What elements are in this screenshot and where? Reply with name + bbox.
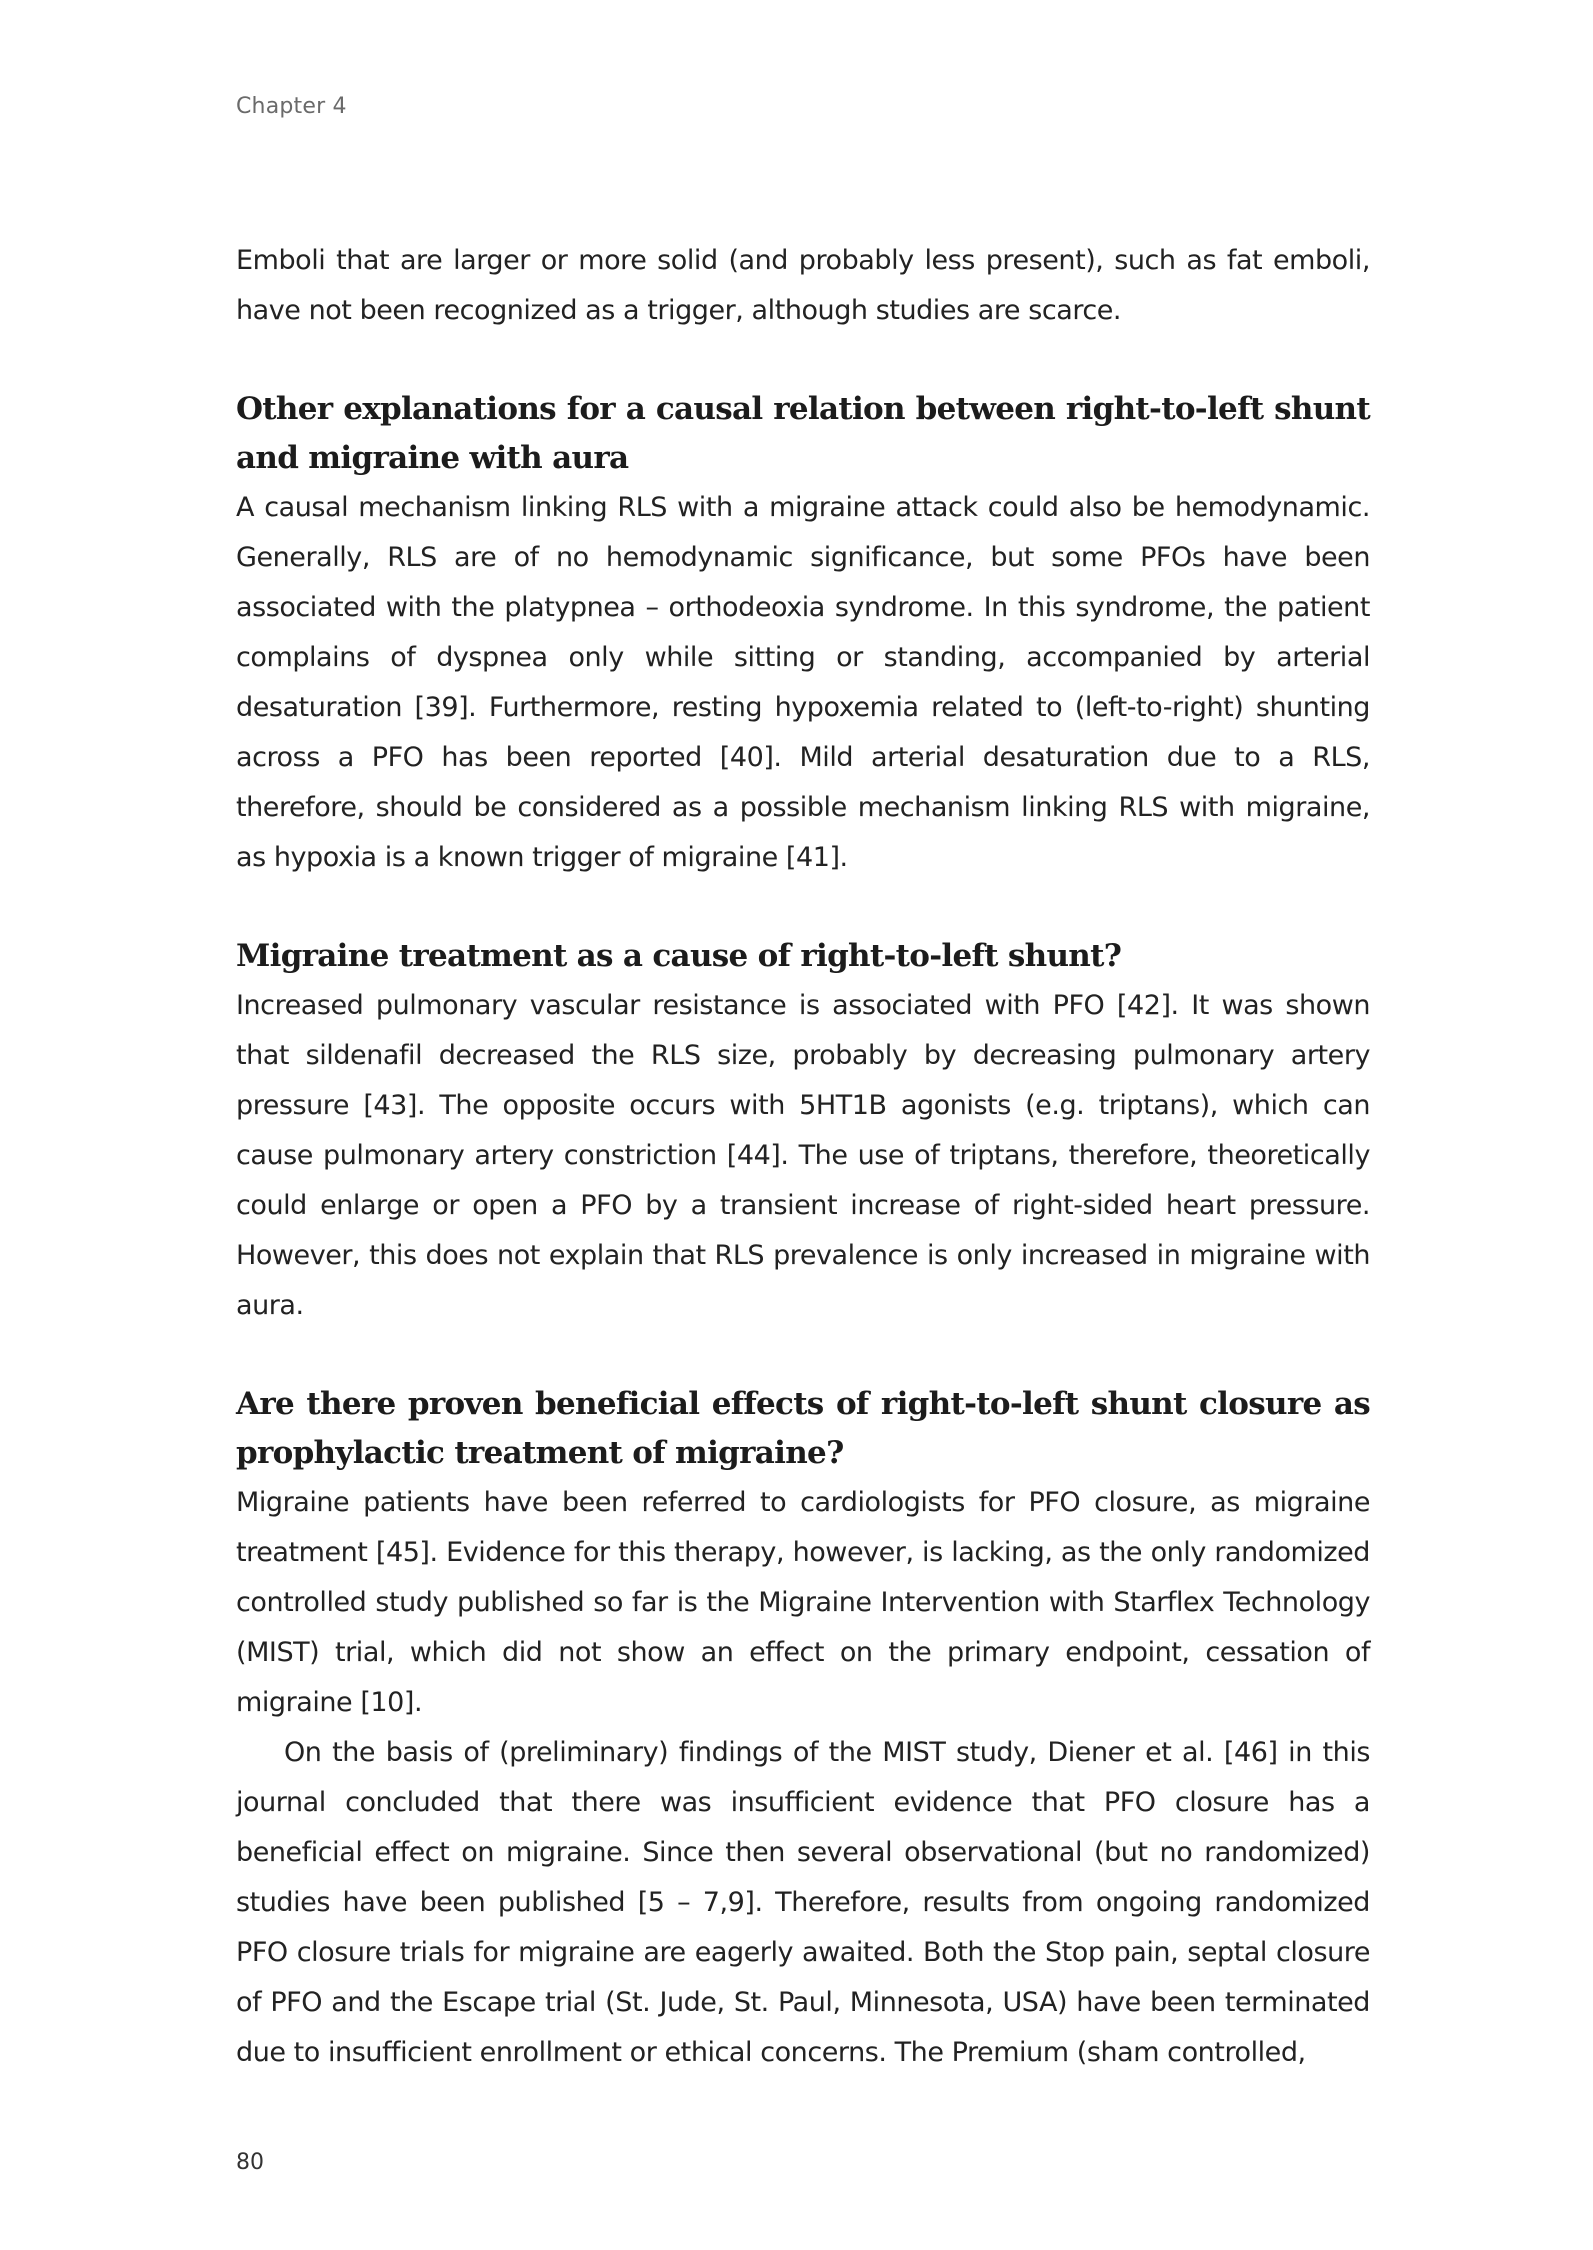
page-number: 80 <box>236 2150 264 2175</box>
section-paragraph-cardiology-referral: Migraine patients have been referred to cardiologists for PFO closure, as migraine treatment [45]. Evidence for this therapy, however, is lacking, as the only randomized controlled study published so far is the Migraine Intervention with Starflex Technology (MIST) trial, which did not show an effect on the primary endpoint, cessation of migraine [10]. <box>236 1487 1370 1718</box>
page-body <box>236 236 1370 2078</box>
section-paragraph-hemodynamic: A causal mechanism linking RLS with a migraine attack could also be hemodynamic. Generally, RLS are of no hemodynamic significance, but some PFOs have been associated with the platypnea – orthodeoxia syndrome. In this syndrome, the patient complains of dyspnea only while sitting or standing, accompanied by arterial desaturation [39]. Furthermore, resting hypoxemia related to (left-to-right) shunting across a PFO has been reported [40]. Mild arterial desaturation due to a RLS, therefore, should be considered as a possible mechanism linking RLS with migraine, as hypoxia is a known trigger of migraine [41]. <box>236 492 1370 873</box>
section-gap <box>236 883 1370 932</box>
intro-paragraph: Emboli that are larger or more solid (and probably less present), such as fat emboli, have not been recognized as a trigger, although studies are scarce. <box>236 245 1370 326</box>
section-gap <box>236 1331 1370 1380</box>
section-gap <box>236 336 1370 385</box>
section-heading-causal-relation: Other explanations for a causal relation between right-to-left shunt and migraine with aura <box>236 391 1370 476</box>
section-heading-shunt-closure: Are there proven beneficial effects of right-to-left shunt closure as prophylactic treatment of migraine? <box>236 1386 1370 1471</box>
section-heading-migraine-treatment: Migraine treatment as a cause of right-to-left shunt? <box>236 938 1122 974</box>
section-paragraph-mist-findings: On the basis of (preliminary) findings of the MIST study, Diener et al. [46] in this journal concluded that there was insufficient evidence that PFO closure has a beneficial effect on migraine. Since then several observational (but no randomized) studies have been published [5 – 7,9]. Therefore, results from ongoing randomized PFO closure trials for migraine are eagerly awaited. Both the Stop pain, septal closure of PFO and the Escape trial (St. Jude, St. Paul, Minnesota, USA) have been terminated due to insufficient enrollment or ethical concerns. The Premium (sham controlled, <box>236 1737 1370 2068</box>
section-paragraph-pulmonary-resistance: Increased pulmonary vascular resistance is associated with PFO [42]. It was shown that sildenafil decreased the RLS size, probably by decreasing pulmonary artery pressure [43]. The opposite occurs with 5HT1B agonists (e.g. triptans), which can cause pulmonary artery constriction [44]. The use of triptans, therefore, theoretically could enlarge or open a PFO by a transient increase of right-sided heart pressure. However, this does not explain that RLS prevalence is only increased in migraine with aura. <box>236 990 1370 1321</box>
running-head: Chapter 4 <box>236 94 347 119</box>
